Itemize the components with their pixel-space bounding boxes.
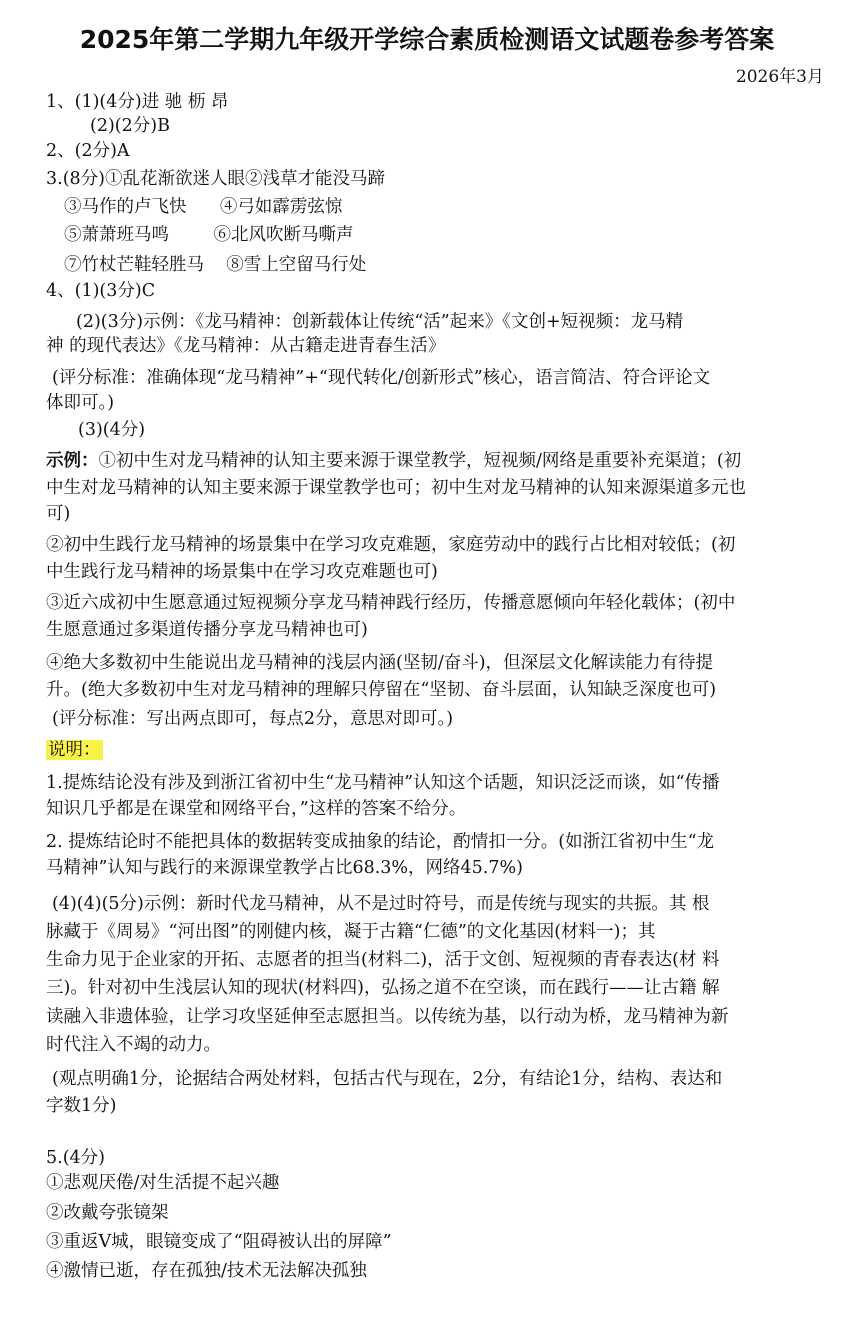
answer-line: 神 的现代表达》《龙马精神：从古籍走进青春生活》 (46, 336, 446, 356)
answer-line: 可) (46, 504, 71, 524)
answer-line: ③近六成初中生愿意通过短视频分享龙马精神践行经历，传播意愿倾向年轻化载体；(初中 (46, 593, 736, 613)
answer-line: 时代注入不竭的动力。 (46, 1035, 221, 1055)
answer-line: 生愿意通过多渠道传播分享龙马精神也可) (46, 620, 368, 640)
answer-line: ③马作的卢飞快 ④弓如霹雳弦惊 (64, 197, 343, 217)
note-heading (46, 738, 103, 762)
answer-line: (3)(4分) (78, 420, 146, 440)
answer-line: 体即可。) (46, 393, 115, 413)
answer-line: 升。(绝大多数初中生对龙马精神的理解只停留在“坚韧、奋斗层面，认知缺乏深度也可) (46, 680, 717, 700)
answer-line: ⑦竹杖芒鞋轻胜马 ⑧雪上空留马行处 (64, 255, 367, 275)
answer-line: 1.提炼结论没有涉及到浙江省初中生“龙马精神”认知这个话题，知识泛泛而谈，如“传播 (46, 773, 720, 793)
answer-line: 2、(2分)A (46, 141, 130, 161)
answer-line: 3.(8分)①乱花渐欲迷人眼②浅草才能没马蹄 (46, 169, 385, 189)
answer-line: 2. 提炼结论时不能把具体的数据转变成抽象的结论，酌情扣一分。(如浙江省初中生“龙 (46, 832, 715, 852)
answer-line: 三)。针对初中生浅层认知的现状(材料四)，弘扬之道不在空谈，而在践行——让古籍 解 (46, 978, 720, 998)
answer-line: 中生对龙马精神的认知主要来源于课堂教学也可；初中生对龙马精神的认知来源渠道多元也 (46, 478, 746, 498)
answer-line: 示例：①初中生对龙马精神的认知主要来源于课堂教学，短视频/网络是重要补充渠道；(初 (46, 451, 742, 471)
answer-line: 读融入非遗体验，让学习攻坚延伸至志愿担当。以传统为基，以行动为桥，龙马精神为新 (46, 1007, 729, 1027)
answer-line: ②改戴夸张镜架 (46, 1203, 169, 1223)
answer-line: (评分标准：准确体现“龙马精神”+“现代转化/创新形式”核心，语言简洁、符合评论文 (52, 368, 711, 388)
answer-line: (评分标准：写出两点即可，每点2分，意思对即可。) (52, 709, 454, 729)
answer-line: 5.(4分) (46, 1148, 105, 1168)
answer-line: (观点明确1分，论据结合两处材料，包括古代与现在，2分，有结论1分，结构、表达和 (52, 1069, 723, 1089)
answer-line: 中生践行龙马精神的场景集中在学习攻克难题也可) (46, 562, 438, 582)
answer-line: ④激情已逝，存在孤独/技术无法解决孤独 (46, 1261, 367, 1281)
answer-line: ③重返V城，眼镜变成了“阻碍被认出的屏障” (46, 1232, 392, 1252)
document-date: 2026年3月 (735, 67, 824, 87)
answer-line: ⑤萧萧班马鸣 ⑥北风吹断马嘶声 (64, 225, 354, 245)
answer-line: 脉藏于《周易》“河出图”的刚健内核，凝于古籍“仁德”的文化基因(材料一)；其 (46, 922, 656, 942)
answer-line: 4、(1)(3分)C (46, 281, 156, 301)
answer-line: (2)(3分)示例：《龙马精神：创新载体让传统“活”起来》《文创+短视频：龙马精 (76, 312, 684, 332)
answer-line: ①悲观厌倦/对生活提不起兴趣 (46, 1173, 280, 1193)
answer-line: (2)(2分)B (90, 116, 170, 136)
answer-line: (4)(4)(5分)示例：新时代龙马精神，从不是过时符号，而是传统与现实的共振。其 根 (52, 894, 710, 914)
answer-line: 知识几乎都是在课堂和网络平台，”这样的答案不给分。 (46, 799, 467, 819)
answer-line: 1、(1)(4分)进 驰 枥 昂 (46, 92, 229, 112)
answer-line: ④绝大多数初中生能说出龙马精神的浅层内涵(坚韧/奋斗)，但深层文化解读能力有待提 (46, 653, 714, 673)
answer-line: 马精神”认知与践行的来源课堂教学占比68.3%，网络45.7%) (46, 858, 523, 878)
page-title: 2025年第二学期九年级开学综合素质检测语文试题卷参考答案 (79, 25, 775, 54)
note-heading-highlight: 说明： (48, 740, 101, 760)
answer-line: ②初中生践行龙马精神的场景集中在学习攻克难题，家庭劳动中的践行占比相对较低；(初 (46, 535, 736, 555)
example-label: 示例： (46, 451, 99, 471)
answer-line: 生命力见于企业家的开拓、志愿者的担当(材料二)，活于文创、短视频的青春表达(材 料 (46, 950, 720, 970)
answer-line: 字数1分) (46, 1096, 117, 1116)
